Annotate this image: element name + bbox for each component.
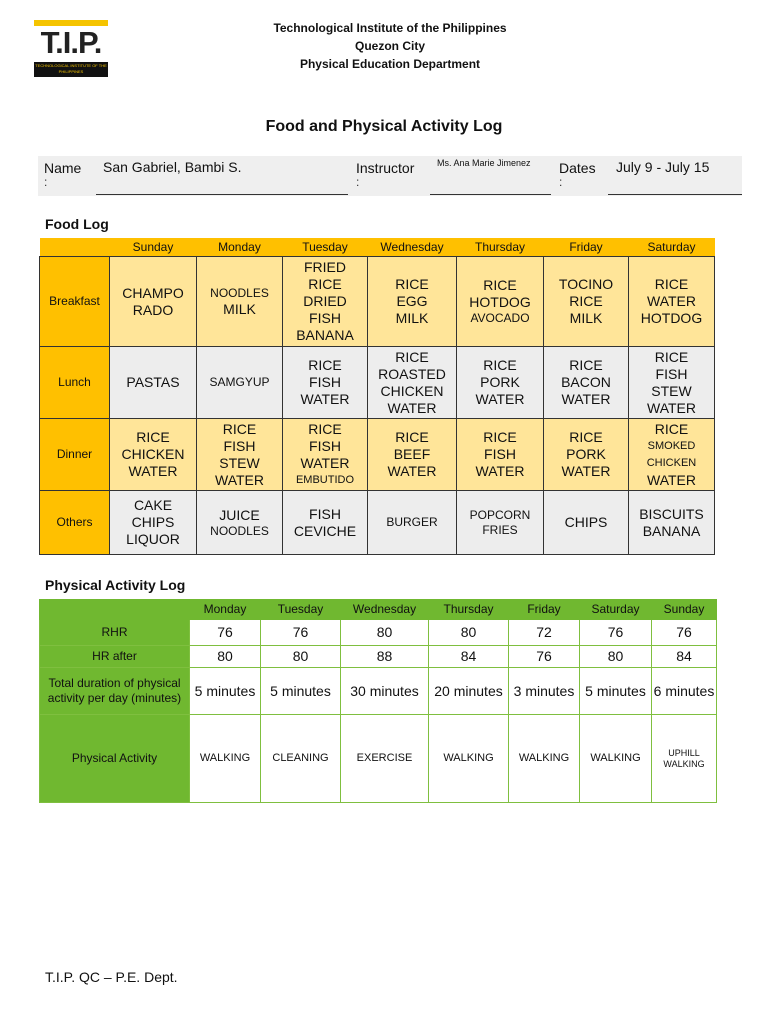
food-item: FISH [484,446,516,462]
activity-header-row [40,600,717,620]
activity-cell: WALKING [509,715,580,803]
food-item: BEEF [393,446,431,462]
food-item: PORK [566,446,606,462]
food-item: EGG [396,293,428,309]
activity-cell: 20 minutes [429,668,509,715]
food-item: WATER [647,293,696,309]
food-item: RICE [483,277,517,293]
breakfast-row [40,257,715,347]
food-item: MILK [223,300,256,317]
hr-after-label: HR after [40,646,190,668]
food-day-header: Wednesday [368,238,457,257]
food-item: CHAMPO [122,284,184,301]
instructor-value: Ms. Ana Marie Jimenez [437,158,531,168]
food-item: RICE [395,348,429,365]
name-value: San Gabriel, Bambi S. [103,159,242,175]
food-cell [544,491,629,555]
food-item: BURGER [386,515,438,529]
dinner-row [40,419,715,491]
food-item: CHIPS [564,514,608,530]
food-item: RICE [569,293,603,309]
activity-cell: EXERCISE [341,715,429,803]
food-item: MILK [569,310,603,326]
food-item: EMBUTIDO [295,473,355,486]
student-info-row [38,156,742,196]
others-row [40,491,715,555]
logo-subtitle: TECHNOLOGICAL INSTITUTE OF THE PHILIPPINES [34,62,108,77]
food-item: CHICKEN [121,446,185,462]
food-item: CHIPS [131,514,175,530]
food-item: DRIED [303,293,347,309]
dates-value: July 9 - July 15 [616,159,710,175]
food-item: RICE [654,276,689,292]
activity-cell: 80 [429,620,509,646]
food-cell [283,347,368,419]
activity-cell: 84 [429,646,509,668]
food-item: CEVICHE [293,522,357,539]
food-item: FISH [655,365,688,382]
food-item: WATER [387,399,437,416]
activity-day-header: Tuesday [261,600,341,620]
activity-cell: WALKING [190,715,261,803]
food-item: FISH [309,374,341,390]
meal-label-lunch: Lunch [40,347,110,419]
food-cell [110,347,197,419]
food-day-header: Saturday [629,238,715,257]
food-item: RICE [569,357,603,373]
food-item: MILK [395,310,429,326]
hr-after-row [40,646,717,668]
physical-activity-label: Physical Activity [40,715,190,803]
food-item: RICE [222,420,257,437]
activity-cell: 5 minutes [580,668,652,715]
food-item: BANANA [296,327,354,343]
food-day-header: Friday [544,238,629,257]
page-title: Food and Physical Activity Log [265,118,503,135]
food-cell [629,347,715,419]
document-header [200,19,580,73]
food-item: RICE [395,429,429,445]
activity-day-header: Friday [509,600,580,620]
department-name: Physical Education Department [299,57,481,71]
food-item: RICE [483,429,517,445]
food-log-title: Food Log [45,216,109,232]
food-item: RICE [308,357,342,373]
activity-cell: 76 [509,646,580,668]
dates-underline [608,194,742,195]
food-item: RICE [654,420,689,437]
activity-cell: 80 [190,646,261,668]
food-cell [629,419,715,491]
food-item: TOCINO [558,276,614,292]
tip-logo [34,20,108,76]
activity-cell: UPHILL WALKING [652,715,717,803]
activity-day-header: Thursday [429,600,509,620]
meal-label-breakfast: Breakfast [40,257,110,347]
activity-cell: 3 minutes [509,668,580,715]
activity-cell: 80 [261,646,341,668]
food-item: WATER [128,463,178,479]
food-item: ROASTED [378,365,446,382]
food-item: WATER [561,463,611,479]
page-footer: T.I.P. QC – P.E. Dept. [45,969,178,985]
food-day-header: Sunday [110,238,197,257]
physical-activity-row [40,715,717,803]
food-item: WATER [300,454,350,471]
food-cell [544,257,629,347]
food-item: WATER [475,391,525,407]
food-cell [368,347,457,419]
food-item: RICE [395,276,429,292]
physical-activity-table [39,599,717,803]
food-item: PORK [480,374,520,390]
institute-name: Technological Institute of the Philippines [273,21,507,35]
duration-row [40,668,717,715]
food-cell [197,491,283,555]
food-item: RICE [483,357,517,373]
food-cell [457,347,544,419]
activity-cell: CLEANING [261,715,341,803]
meal-label-dinner: Dinner [40,419,110,491]
food-cell [110,257,197,347]
food-item: WATER [300,391,350,407]
activity-day-header: Saturday [580,600,652,620]
food-cell [544,419,629,491]
food-item: STEW [219,454,260,471]
food-item: POPCORN [469,507,531,522]
food-item: BISCUITS [639,505,704,522]
food-item: RICE [136,429,170,445]
food-cell [197,347,283,419]
activity-day-header: Monday [190,600,261,620]
food-header-corner [40,238,110,257]
food-cell [283,491,368,555]
activity-cell: 76 [190,620,261,646]
logo-mark: T.I.P. [40,25,102,60]
food-cell [629,491,715,555]
activity-day-header: Wednesday [341,600,429,620]
food-item: WATER [475,463,525,479]
rhr-label: RHR [40,620,190,646]
institute-city: Quezon City [354,39,425,53]
food-day-header: Tuesday [283,238,368,257]
food-item: NOODLES [210,523,269,538]
food-item: HOTDOG [469,294,531,310]
food-item: WATER [215,471,264,488]
food-item: STEW [651,382,692,399]
duration-label: Total duration of physical activity per day (minutes) [40,668,190,715]
food-item: WATER [387,463,437,479]
food-day-header: Monday [197,238,283,257]
activity-cell: 80 [341,620,429,646]
food-log-table [39,238,715,555]
food-item: AVOCADO [470,311,530,325]
name-colon: : [44,175,48,189]
food-cell [368,491,457,555]
dates-label-text: Dates [559,160,596,176]
lunch-row [40,347,715,419]
instructor-label-text: Instructor [356,160,415,176]
food-item: HOTDOG [640,310,703,326]
food-item: FISH [309,310,341,326]
food-cell [368,257,457,347]
food-cell [457,419,544,491]
activity-cell: 5 minutes [190,668,261,715]
food-cell [110,491,197,555]
food-item: CAKE [133,497,173,513]
food-cell [629,257,715,347]
food-item: RICE [569,429,603,445]
activity-cell: 76 [580,620,652,646]
food-cell [197,419,283,491]
food-item: FISH [223,437,256,454]
activity-cell: 6 minutes [652,668,717,715]
food-item: BACON [561,374,611,390]
activity-header-corner [40,600,190,620]
food-item: BANANA [642,522,701,539]
activity-cell: 80 [580,646,652,668]
dates-colon: : [559,175,563,189]
activity-cell: 30 minutes [341,668,429,715]
food-item: RICE [308,276,342,292]
food-cell [457,491,544,555]
instructor-label [356,160,414,188]
food-item: PASTAS [126,374,180,390]
food-cell [457,257,544,347]
food-item: WATER [647,471,696,488]
food-cell [197,257,283,347]
name-label-text: Name [44,160,82,176]
food-cell [283,419,368,491]
activity-cell: 84 [652,646,717,668]
rhr-row [40,620,717,646]
food-item: FISH [309,437,341,454]
food-item: FRIES [482,522,518,537]
food-item: RICE [308,420,342,437]
name-underline [96,194,348,195]
food-item: FISH [309,505,341,522]
food-item: SMOKED [647,439,696,452]
activity-cell: 5 minutes [261,668,341,715]
food-item: CHICKEN [380,382,444,399]
food-item: WATER [561,391,611,407]
food-item: NOODLES [210,285,269,300]
food-item: FRIED [304,259,346,275]
food-item: LIQUOR [126,531,180,547]
activity-cell: WALKING [580,715,652,803]
instructor-colon: : [356,175,360,189]
meal-label-others: Others [40,491,110,555]
activity-cell: WALKING [429,715,509,803]
food-cell [368,419,457,491]
activity-cell: 88 [341,646,429,668]
activity-day-header: Sunday [652,600,717,620]
activity-log-title: Physical Activity Log [45,577,186,593]
food-day-header: Thursday [457,238,544,257]
activity-cell: 76 [261,620,341,646]
activity-cell: 76 [652,620,717,646]
food-item: WATER [647,399,696,416]
food-item: CHICKEN [646,456,697,469]
food-item: RICE [654,348,689,365]
food-item: SAMGYUP [209,375,270,389]
food-item: JUICE [219,506,260,523]
food-cell [283,257,368,347]
food-header-row [40,238,715,257]
food-cell [110,419,197,491]
dates-label [559,160,596,188]
name-label [44,160,81,188]
instructor-underline [430,194,551,195]
food-cell [544,347,629,419]
food-item: RADO [132,301,174,318]
activity-cell: 72 [509,620,580,646]
